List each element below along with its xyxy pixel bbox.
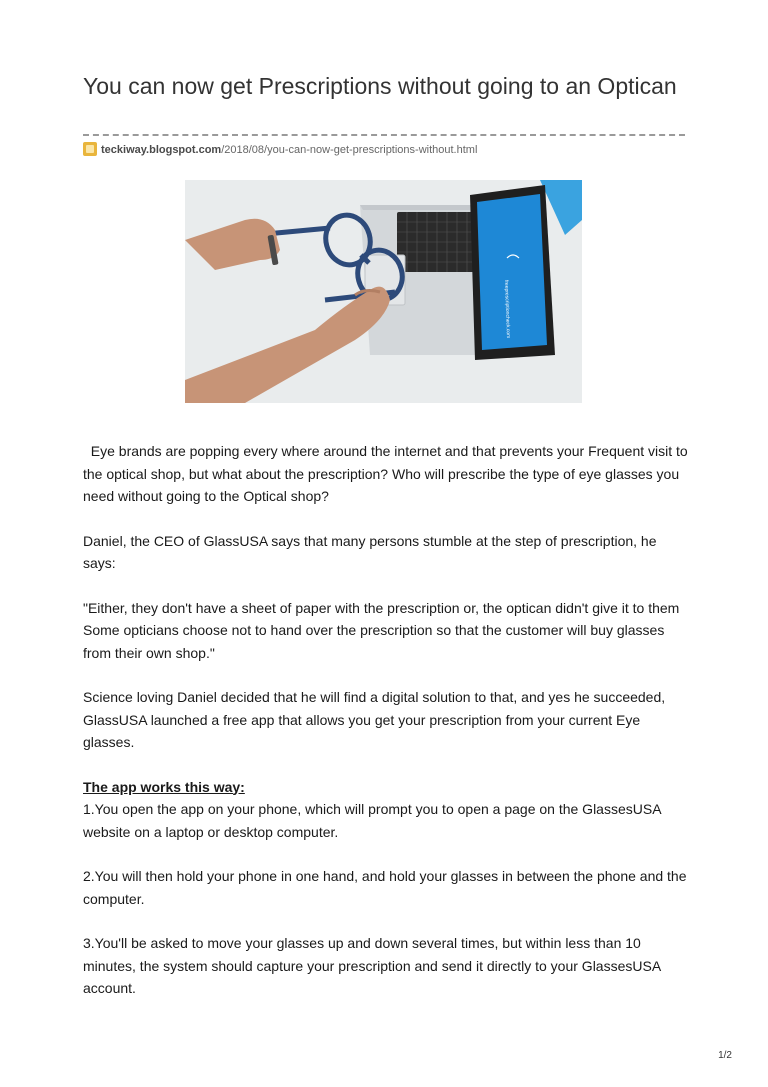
title-divider [83, 134, 685, 136]
svg-text:freeprescriptioncheck.com: freeprescriptioncheck.com [503, 279, 512, 339]
source-path: /2018/08/you-can-now-get-prescriptions-without.html [221, 144, 478, 156]
step-2: 2.You will then hold your phone in one hand, and hold your glasses in between the phone and the computer. [83, 868, 687, 907]
source-domain: teckiway.blogspot.com [101, 144, 222, 156]
source-line [83, 142, 477, 158]
paragraph-intro: Eye brands are popping every where around the internet and that prevents your Frequent visit to the optical shop, but what about the prescription? Who will prescribe the type of eye glasses you need without going to the Optical shop? [83, 443, 692, 504]
page-number: 1/2 [718, 1050, 732, 1061]
paragraph-ceo: Daniel, the CEO of GlassUSA says that many persons stumble at the step of prescription, he says: [83, 532, 657, 571]
step-1: 1.You open the app on your phone, which will prompt you to open a page on the GlassesUSA website on a laptop or desktop computer. [83, 801, 661, 840]
paragraph-solution: Science loving Daniel decided that he will find a digital solution to that, and yes he succeeded, GlassUSA launched a free app that allows you get your prescription from your current Eye glasses. [83, 689, 666, 750]
source-link[interactable] [101, 144, 477, 156]
paragraph-quote: "Either, they don't have a sheet of paper with the prescription or, the optican didn't give it to them Some opticians choose not to hand over the prescription so that the customer will buy glasses from their own shop." [83, 599, 680, 661]
hero-image [185, 180, 582, 403]
blog-favicon-icon [83, 142, 97, 156]
article-body [83, 440, 692, 1022]
step-3: 3.You'll be asked to move your glasses up and down several times, but within less than 10 minutes, the system should capture your prescription and send it directly to your GlassesUSA account. [83, 935, 661, 996]
page-title: You can now get Prescriptions without going to an Optican [83, 73, 677, 99]
steps-heading: The app works this way: [83, 778, 245, 795]
steps-block [83, 776, 688, 844]
